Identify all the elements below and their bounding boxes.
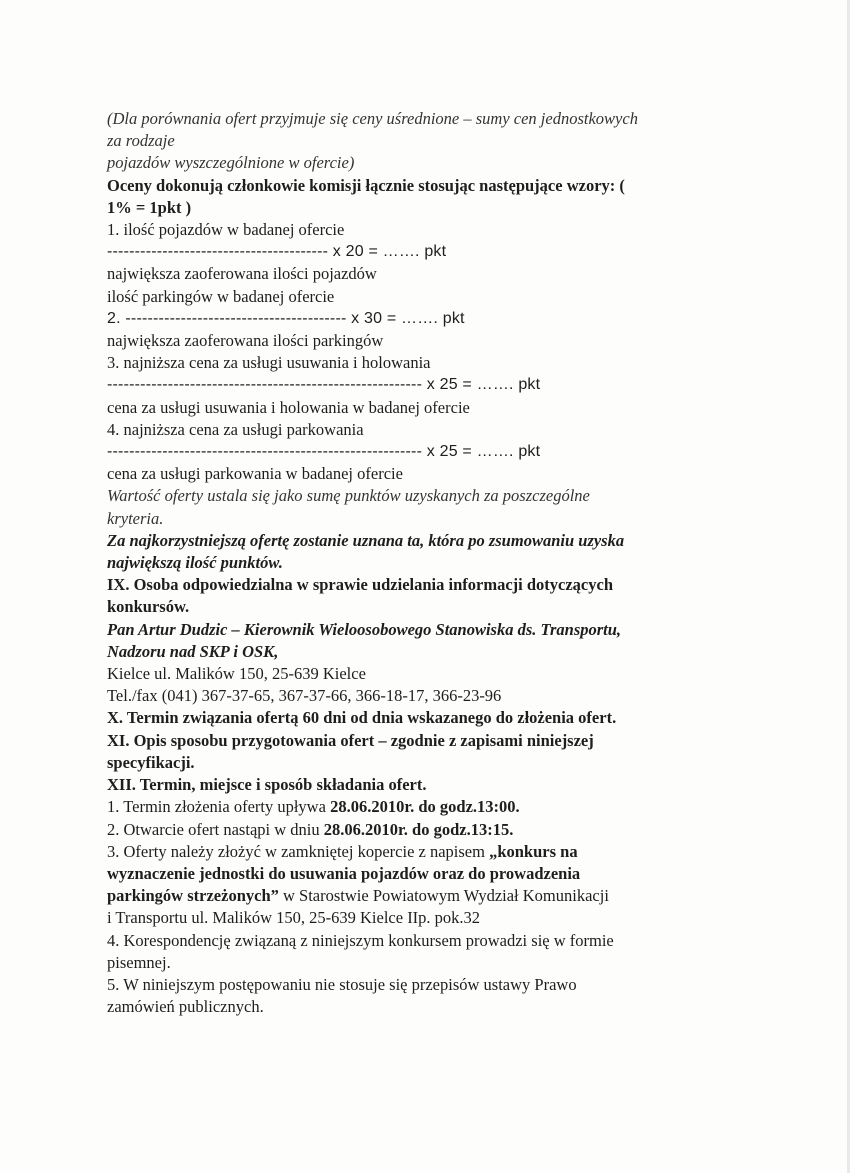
item-2-opening: 28.06.2010r. do godz.13:15. (323, 819, 514, 839)
item-3-line (107, 885, 747, 907)
contact-phone: Tel./fax (041) 367-37-65, 367-37-66, 366-18-17, 366-23-96 (107, 686, 502, 706)
item-1-deadline: 28.06.2010r. do godz.13:00. (330, 797, 520, 817)
formula-1-numerator: 1. ilość pojazdów w badanej ofercie (107, 220, 345, 240)
item-5: 5. W niniejszym postępowaniu nie stosuje się przepisów ustawy Prawo (107, 974, 577, 994)
item-3-label-end: parkingów strzeżonych” (107, 886, 279, 906)
formula-3-line: --------------------------------------------------------- x 25 = ……. pkt (107, 376, 541, 394)
item-4-cont: pisemnej. (107, 952, 171, 972)
best-offer-note: największą ilość punktów. (107, 553, 283, 573)
best-offer-note: Za najkorzystniejszą ofertę zostanie uznana ta, która po zsumowaniu uzyska (107, 530, 625, 550)
scoring-heading: Oceny dokonują członkowie komisji łącznie stosując następujące wzory: ( (107, 175, 625, 195)
contact-person: Pan Artur Dudzic – Kierownik Wieloosobowego Stanowiska ds. Transportu, (107, 619, 622, 639)
item-3-label-cont: wyznaczenie jednostki do usuwania pojazdów oraz do prowadzenia (107, 863, 581, 883)
formula-3-numerator: 3. najniższa cena za usługi usuwania i holowania (107, 353, 431, 373)
offer-value-note: Wartość oferty ustala się jako sumę punktów uzyskanych za poszczególne (107, 486, 590, 506)
item-4: 4. Korespondencję związaną z niniejszym konkursem prowadzi się w formie (107, 930, 614, 950)
formula-2-line: 2. ---------------------------------------- x 30 = ……. pkt (107, 309, 465, 327)
section-ix-heading: konkursów. (107, 597, 190, 617)
item-1 (107, 796, 747, 818)
section-ix-heading: IX. Osoba odpowiedzialna w sprawie udzielania informacji dotyczących (107, 575, 613, 595)
intro-note-line: za rodzaje (107, 131, 175, 151)
intro-note-line: (Dla porównania ofert przyjmuje się ceny uśrednione – sumy cen jednostkowych (107, 109, 638, 128)
formula-2-denominator: największa zaoferowana ilości parkingów (107, 331, 384, 351)
formula-4-numerator: 4. najniższa cena za usługi parkowania (107, 419, 364, 439)
item-3-text: 3. Oferty należy złożyć w zamkniętej kopercie z napisem (107, 841, 490, 861)
formula-4-line: --------------------------------------------------------- x 25 = ……. pkt (107, 443, 541, 461)
item-5-cont: zamówień publicznych. (107, 997, 264, 1017)
formula-3-denominator: cena za usługi usuwania i holowania w badanej ofercie (107, 397, 470, 417)
offer-value-note: kryteria. (107, 508, 164, 528)
contact-address: Kielce ul. Malików 150, 25-639 Kielce (107, 664, 366, 684)
item-2 (107, 819, 747, 841)
section-xii-heading: XII. Termin, miejsce i sposób składania ofert. (107, 775, 427, 795)
item-1-text: 1. Termin złożenia oferty upływa (107, 797, 331, 817)
intro-note-line: pojazdów wyszczególnione w ofercie) (107, 153, 355, 173)
item-3-address: i Transportu ul. Malików 150, 25-639 Kielce IIp. pok.32 (107, 908, 481, 928)
formula-1-line: ---------------------------------------- x 20 = ……. pkt (107, 243, 447, 261)
formula-2-numerator: ilość parkingów w badanej ofercie (107, 286, 335, 306)
item-3-label: „konkurs na (489, 841, 578, 861)
contact-person: Nadzoru nad SKP i OSK, (107, 641, 279, 661)
item-2-text: 2. Otwarcie ofert nastąpi w dniu (107, 819, 324, 839)
scoring-heading: 1% = 1pkt ) (107, 197, 192, 217)
item-3-place: w Starostwie Powiatowym Wydział Komunikacji (278, 886, 609, 906)
section-xi-heading: XI. Opis sposobu przygotowania ofert – zgodnie z zapisami niniejszej (107, 730, 594, 750)
formula-4-denominator: cena za usługi parkowania w badanej ofercie (107, 464, 403, 484)
section-x-heading: X. Termin związania ofertą 60 dni od dnia wskazanego do złożenia ofert. (107, 708, 617, 728)
formula-1-denominator: największa zaoferowana ilości pojazdów (107, 264, 377, 284)
item-3 (107, 841, 747, 863)
document-body (107, 108, 747, 1018)
section-xi-heading: specyfikacji. (107, 752, 195, 772)
